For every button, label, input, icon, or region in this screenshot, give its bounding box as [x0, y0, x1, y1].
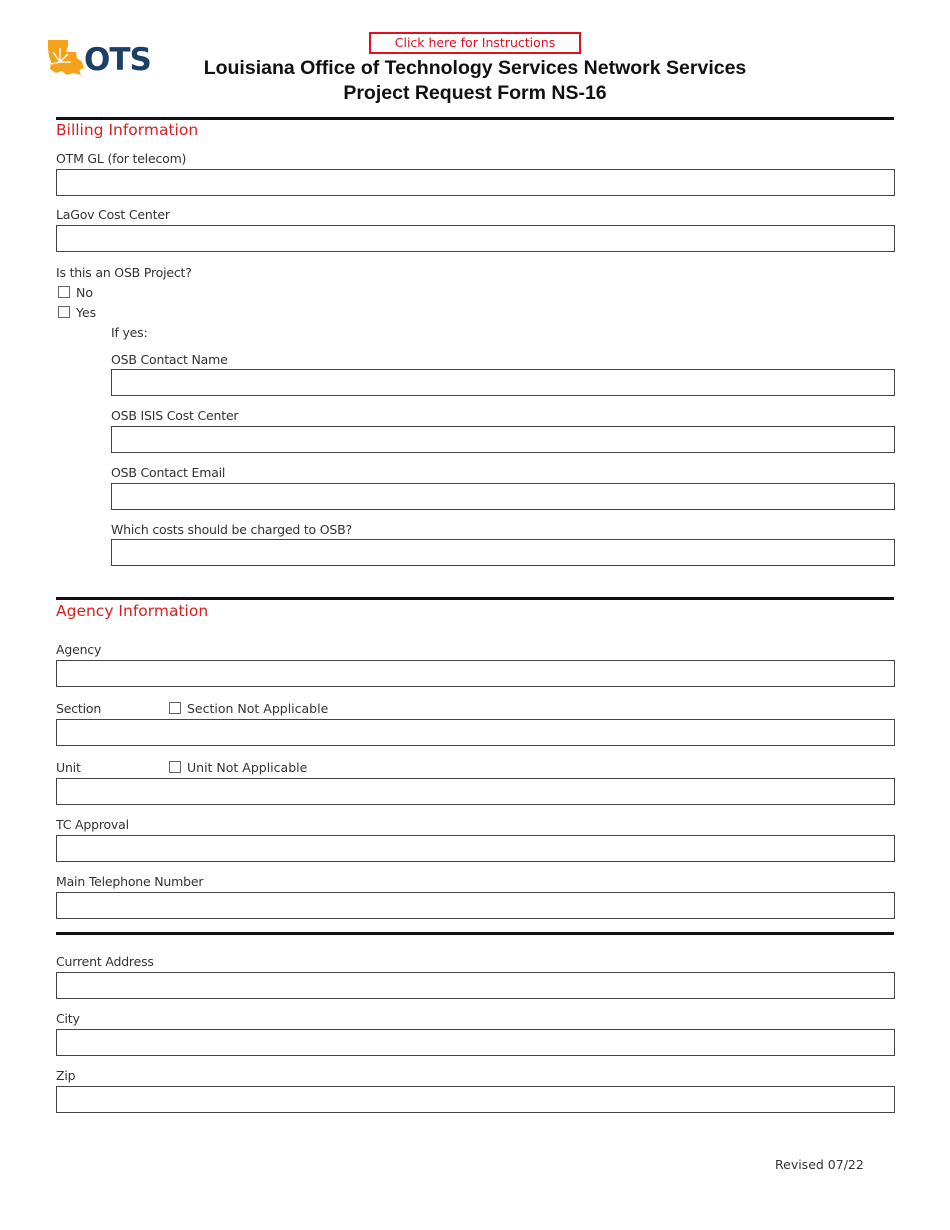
tc-approval-label: TC Approval	[56, 817, 129, 832]
unit-na-checkbox[interactable]	[169, 761, 181, 773]
city-label: City	[56, 1011, 80, 1026]
instructions-link[interactable]: Click here for Instructions	[369, 32, 581, 54]
agency-input[interactable]	[56, 660, 895, 687]
section-na-option[interactable]	[169, 701, 328, 716]
section-divider	[56, 932, 894, 935]
section-label: Section	[56, 701, 102, 716]
main-phone-input[interactable]	[56, 892, 895, 919]
osb-question-label: Is this an OSB Project?	[56, 265, 192, 280]
osb-contact-name-label: OSB Contact Name	[111, 352, 228, 367]
osb-contact-email-input[interactable]	[111, 483, 895, 510]
section-divider	[56, 597, 894, 600]
osb-yes-option[interactable]	[58, 305, 96, 320]
zip-input[interactable]	[56, 1086, 895, 1113]
osb-yes-label: Yes	[76, 305, 97, 320]
osb-contact-name-input[interactable]	[111, 369, 895, 396]
section-na-label: Section Not Applicable	[187, 701, 329, 716]
unit-input[interactable]	[56, 778, 895, 805]
osb-no-checkbox[interactable]	[58, 286, 70, 298]
tc-approval-input[interactable]	[56, 835, 895, 862]
osb-no-label: No	[76, 285, 93, 300]
agency-label: Agency	[56, 642, 102, 657]
section-na-checkbox[interactable]	[169, 702, 181, 714]
unit-label: Unit	[56, 760, 81, 775]
section-input[interactable]	[56, 719, 895, 746]
city-input[interactable]	[56, 1029, 895, 1056]
osb-yes-checkbox[interactable]	[58, 306, 70, 318]
if-yes-label: If yes:	[111, 325, 148, 340]
osb-isis-cost-center-input[interactable]	[111, 426, 895, 453]
unit-na-label: Unit Not Applicable	[187, 760, 308, 775]
osb-costs-input[interactable]	[111, 539, 895, 566]
osb-isis-cost-center-label: OSB ISIS Cost Center	[111, 408, 239, 423]
form-title-line1: Louisiana Office of Technology Services Network Services	[203, 57, 747, 79]
osb-contact-email-label: OSB Contact Email	[111, 465, 226, 480]
current-address-input[interactable]	[56, 972, 895, 999]
otm-gl-label: OTM GL (for telecom)	[56, 151, 187, 166]
main-phone-label: Main Telephone Number	[56, 874, 204, 889]
osb-costs-label: Which costs should be charged to OSB?	[111, 522, 352, 537]
lagov-cost-center-input[interactable]	[56, 225, 895, 252]
logo-text: OTS	[84, 42, 151, 78]
osb-no-option[interactable]	[58, 285, 93, 300]
lagov-cost-center-label: LaGov Cost Center	[56, 207, 170, 222]
zip-label: Zip	[56, 1068, 76, 1083]
otm-gl-input[interactable]	[56, 169, 895, 196]
unit-na-option[interactable]	[169, 760, 307, 775]
billing-heading: Billing Information	[56, 121, 199, 139]
section-divider	[56, 117, 894, 120]
form-title-line2: Project Request Form NS-16	[343, 82, 607, 104]
current-address-label: Current Address	[56, 954, 154, 969]
agency-heading: Agency Information	[56, 602, 209, 620]
revision-date: Revised 07/22	[775, 1157, 864, 1172]
